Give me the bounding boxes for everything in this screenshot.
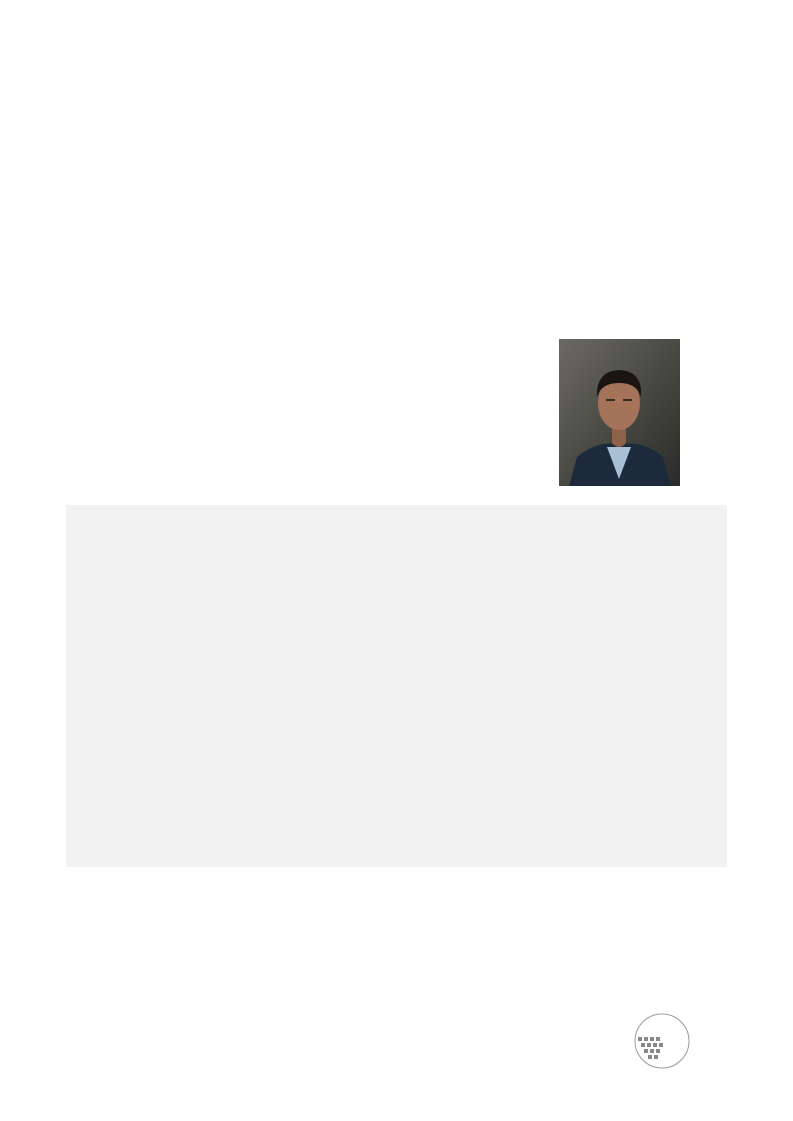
footer [66,1032,129,1068]
contact-row [66,1032,129,1050]
icems-logo-icon [632,1007,732,1071]
abstract-box [66,505,727,867]
qr-code-icon[interactable] [172,907,249,984]
hosted-row [66,1050,129,1068]
seminar-number [66,52,68,112]
speaker-photo [559,339,680,486]
